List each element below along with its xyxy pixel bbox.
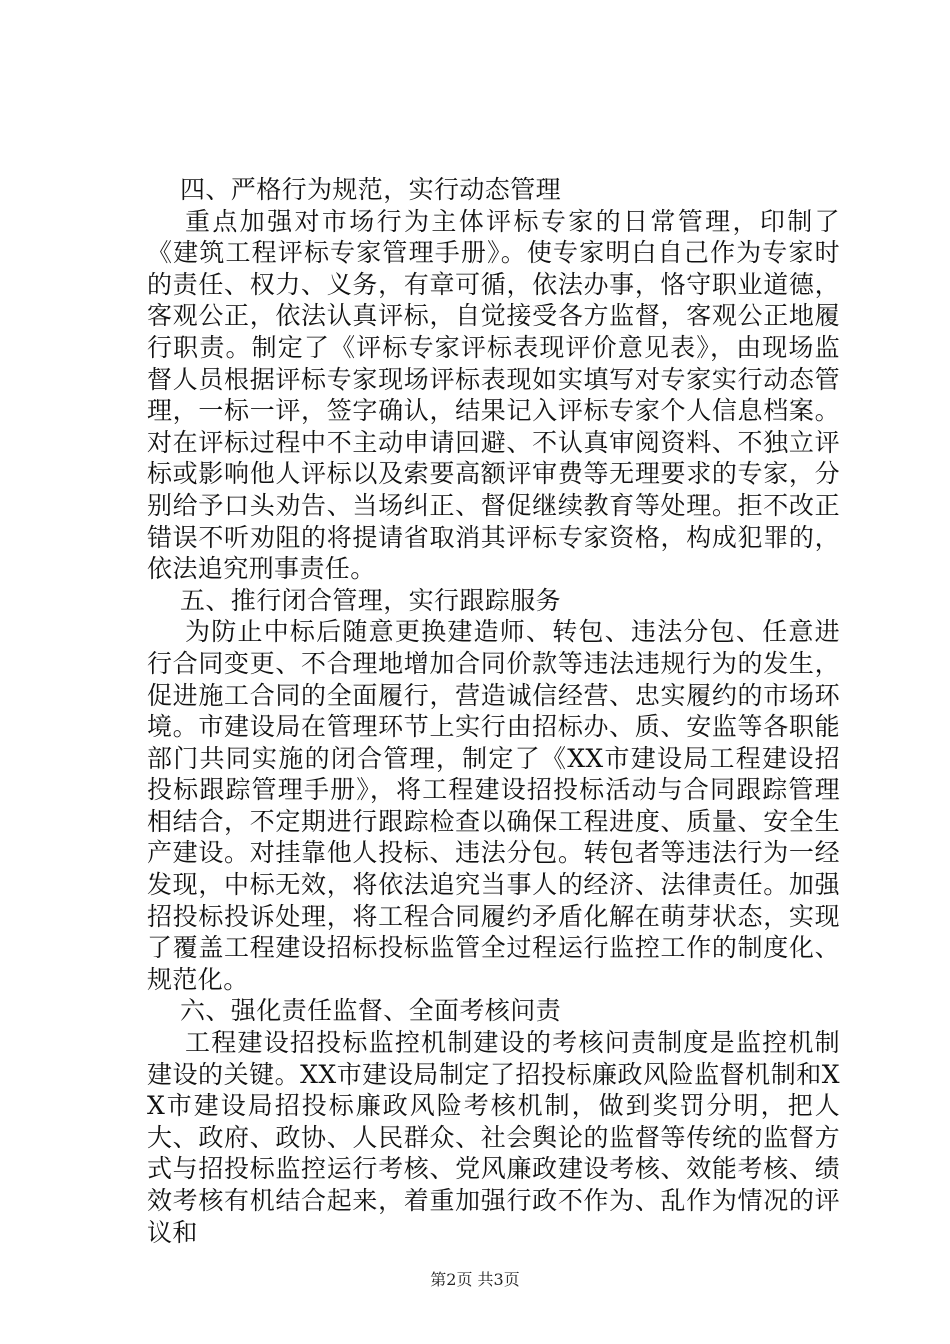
paragraph-section-5: 为防止中标后随意更换建造师、转包、违法分包、任意进行合同变更、不合理地增加合同价款等违法违规行为的发生，促进施工合同的全面履行，营造诚信经营、忠实履约的市场环境。市建设局在管理环节上实行由招标办、质、安监等各职能部门共同实施的闭合管理，制定了《XX市建设局工程建设招投标跟踪管理手册》，将工程建设招投标活动与合同跟踪管理相结合，不定期进行跟踪检查以确保工程进度、质量、安全生产建设。对挂靠他人投标、违法分包。转包者等违法行为一经发现，中标无效，将依法追究当事人的经济、法律责任。加强招投标投诉处理，将工程合同履约矛盾化解在萌芽状态，实现了覆盖工程建设招标投标监管全过程运行监控工作的制度化、规范化。 — [147, 617, 840, 994]
page-number-footer: 第2页 共3页 — [430, 1270, 520, 1289]
document-body — [147, 174, 840, 1248]
section-heading-4: 四、严格行为规范，实行动态管理 — [180, 175, 562, 204]
section-heading-6: 六、强化责任监督、全面考核问责 — [180, 996, 562, 1026]
section-heading-5: 五、推行闭合管理，实行跟踪服务 — [180, 585, 562, 615]
paragraph-section-4: 重点加强对市场行为主体评标专家的日常管理，印制了《建筑工程评标专家管理手册》。使专家明白自己作为专家时的责任、权力、义务，有章可循，依法办事，恪守职业道德，客观公正，依法认真评标，自觉接受各方监督，客观公正地履行职责。制定了《评标专家评标表现评价意见表》，由现场监督人员根据评标专家现场评标表现如实填写对专家实行动态管理，一标一评，签字确认，结果记入评标专家个人信息档案。对在评标过程中不主动申请回避、不认真审阅资料、不独立评标或影响他人评标以及索要高额评审费等无理要求的专家，分别给予口头劝告、当场纠正、督促继续教育等处理。拒不改正错误不听劝阻的将提请省取消其评标专家资格，构成犯罪的，依法追究刑事责任。 — [147, 206, 840, 584]
paragraph-section-6: 工程建设招投标监控机制建设的考核问责制度是监控机制建设的关键。XX市建设局制定了招投标廉政风险监督机制和XX市建设局招投标廉政风险考核机制，做到奖罚分明，把人大、政府、政协、人民群众、社会舆论的监督等传统的监督方式与招投标监控运行考核、党风廉政建设考核、效能考核、绩效考核有机结合起来，着重加强行政不作为、乱作为情况的评议和 — [147, 1028, 840, 1247]
